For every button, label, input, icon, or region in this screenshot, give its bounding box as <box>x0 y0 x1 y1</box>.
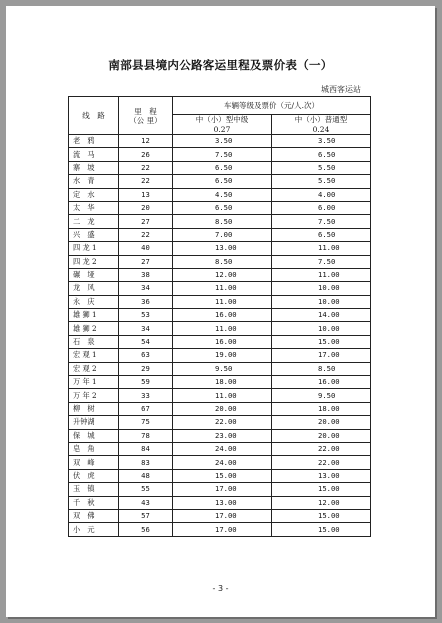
cell-fare-mid: 11.00 <box>173 295 272 308</box>
cell-fare-std: 15.00 <box>272 509 371 522</box>
cell-distance: 40 <box>119 242 173 255</box>
cell-distance: 59 <box>119 376 173 389</box>
cell-fare-std: 14.00 <box>272 309 371 322</box>
header-fare-group: 车辆等级及票价（元/人.次） <box>173 97 371 115</box>
table-row <box>69 389 371 402</box>
table-row <box>69 309 371 322</box>
table-row <box>69 282 371 295</box>
cell-route: 保 城 <box>69 429 119 442</box>
cell-fare-std: 6.50 <box>272 148 371 161</box>
cell-route: 流 马 <box>69 148 119 161</box>
cell-route: 千 秋 <box>69 496 119 509</box>
cell-route: 碾 垭 <box>69 268 119 281</box>
cell-fare-mid: 23.00 <box>173 429 272 442</box>
cell-fare-std: 3.50 <box>272 135 371 148</box>
cell-distance: 20 <box>119 201 173 214</box>
cell-fare-mid: 6.50 <box>173 175 272 188</box>
page-number: - 3 - <box>212 584 229 593</box>
cell-fare-std: 7.50 <box>272 215 371 228</box>
table-row <box>69 135 371 148</box>
cell-route: 四 龙 2 <box>69 255 119 268</box>
cell-route: 雄 狮 2 <box>69 322 119 335</box>
cell-distance: 27 <box>119 255 173 268</box>
table-row <box>69 362 371 375</box>
cell-route: 石 泉 <box>69 335 119 348</box>
table-row <box>69 322 371 335</box>
cell-fare-mid: 18.00 <box>173 376 272 389</box>
table-row <box>69 416 371 429</box>
cell-distance: 57 <box>119 509 173 522</box>
cell-distance: 34 <box>119 322 173 335</box>
cell-distance: 55 <box>119 483 173 496</box>
table-row <box>69 161 371 174</box>
header-fare-mid-rate: 0.27 <box>173 125 272 135</box>
table-row <box>69 228 371 241</box>
header-distance-line2: （公 里） <box>129 115 162 125</box>
cell-fare-mid: 22.00 <box>173 416 272 429</box>
cell-fare-mid: 9.50 <box>173 362 272 375</box>
cell-route: 雄 狮 1 <box>69 309 119 322</box>
cell-distance: 12 <box>119 135 173 148</box>
cell-fare-std: 15.00 <box>272 523 371 536</box>
cell-route: 老 鸦 <box>69 135 119 148</box>
table-row <box>69 349 371 362</box>
cell-distance: 43 <box>119 496 173 509</box>
cell-route: 玉 镇 <box>69 483 119 496</box>
header-distance <box>119 97 173 135</box>
cell-route: 宏 观 1 <box>69 349 119 362</box>
cell-route: 伏 虎 <box>69 469 119 482</box>
cell-route: 定 水 <box>69 188 119 201</box>
fare-table <box>68 96 371 537</box>
cell-route: 太 华 <box>69 201 119 214</box>
cell-distance: 53 <box>119 309 173 322</box>
table-row <box>69 469 371 482</box>
cell-route: 水 青 <box>69 175 119 188</box>
cell-distance: 84 <box>119 442 173 455</box>
table-row <box>69 429 371 442</box>
table-row <box>69 295 371 308</box>
cell-distance: 36 <box>119 295 173 308</box>
cell-route: 二 龙 <box>69 215 119 228</box>
table-row <box>69 175 371 188</box>
cell-distance: 26 <box>119 148 173 161</box>
cell-route: 皂 角 <box>69 442 119 455</box>
cell-fare-std: 22.00 <box>272 442 371 455</box>
cell-fare-mid: 6.50 <box>173 201 272 214</box>
cell-fare-mid: 20.00 <box>173 402 272 415</box>
table-row <box>69 496 371 509</box>
cell-fare-std: 11.00 <box>272 242 371 255</box>
cell-route: 四 龙 1 <box>69 242 119 255</box>
cell-distance: 34 <box>119 282 173 295</box>
page-title: 南部县县境内公路客运里程及票价表（一） <box>108 58 333 72</box>
cell-route: 升钟湖 <box>69 416 119 429</box>
table-row <box>69 242 371 255</box>
table-row <box>69 402 371 415</box>
header-fare-std-rate: 0.24 <box>272 125 371 135</box>
cell-distance: 54 <box>119 335 173 348</box>
cell-fare-mid: 24.00 <box>173 442 272 455</box>
cell-fare-std: 13.00 <box>272 469 371 482</box>
cell-fare-std: 12.00 <box>272 496 371 509</box>
cell-fare-std: 6.50 <box>272 228 371 241</box>
cell-fare-std: 15.00 <box>272 335 371 348</box>
table-row <box>69 442 371 455</box>
cell-distance: 48 <box>119 469 173 482</box>
cell-fare-std: 9.50 <box>272 389 371 402</box>
station-name: 城西客运站 <box>321 85 361 94</box>
cell-route: 宏 观 2 <box>69 362 119 375</box>
cell-fare-mid: 11.00 <box>173 389 272 402</box>
cell-fare-std: 7.50 <box>272 255 371 268</box>
cell-fare-mid: 6.50 <box>173 161 272 174</box>
cell-fare-std: 11.00 <box>272 268 371 281</box>
cell-fare-std: 18.00 <box>272 402 371 415</box>
cell-fare-std: 20.00 <box>272 429 371 442</box>
cell-distance: 63 <box>119 349 173 362</box>
cell-fare-mid: 11.00 <box>173 322 272 335</box>
cell-route: 万 年 2 <box>69 389 119 402</box>
cell-fare-mid: 16.00 <box>173 309 272 322</box>
cell-fare-std: 20.00 <box>272 416 371 429</box>
cell-fare-mid: 19.00 <box>173 349 272 362</box>
table-row <box>69 188 371 201</box>
cell-distance: 38 <box>119 268 173 281</box>
table-row <box>69 509 371 522</box>
table-row <box>69 215 371 228</box>
cell-distance: 22 <box>119 161 173 174</box>
cell-fare-std: 8.50 <box>272 362 371 375</box>
cell-fare-mid: 4.50 <box>173 188 272 201</box>
cell-fare-mid: 7.50 <box>173 148 272 161</box>
cell-fare-mid: 11.00 <box>173 282 272 295</box>
cell-fare-std: 10.00 <box>272 322 371 335</box>
cell-route: 双 峰 <box>69 456 119 469</box>
cell-distance: 83 <box>119 456 173 469</box>
cell-route: 兴 盛 <box>69 228 119 241</box>
cell-distance: 56 <box>119 523 173 536</box>
cell-distance: 13 <box>119 188 173 201</box>
table-row <box>69 255 371 268</box>
cell-route: 龙 风 <box>69 282 119 295</box>
table-row <box>69 523 371 536</box>
cell-distance: 33 <box>119 389 173 402</box>
document-page <box>6 6 435 617</box>
cell-distance: 29 <box>119 362 173 375</box>
cell-fare-std: 4.00 <box>272 188 371 201</box>
cell-fare-std: 16.00 <box>272 376 371 389</box>
cell-fare-std: 10.00 <box>272 295 371 308</box>
cell-fare-mid: 3.50 <box>173 135 272 148</box>
table-row <box>69 268 371 281</box>
cell-fare-mid: 17.00 <box>173 523 272 536</box>
table-row <box>69 148 371 161</box>
cell-distance: 67 <box>119 402 173 415</box>
table-row <box>69 335 371 348</box>
cell-fare-mid: 12.00 <box>173 268 272 281</box>
cell-route: 双 佛 <box>69 509 119 522</box>
cell-fare-mid: 17.00 <box>173 509 272 522</box>
cell-route: 永 庆 <box>69 295 119 308</box>
cell-fare-mid: 13.00 <box>173 496 272 509</box>
cell-distance: 22 <box>119 175 173 188</box>
cell-distance: 78 <box>119 429 173 442</box>
cell-fare-std: 10.00 <box>272 282 371 295</box>
cell-fare-mid: 13.00 <box>173 242 272 255</box>
table-row <box>69 201 371 214</box>
cell-distance: 27 <box>119 215 173 228</box>
cell-fare-std: 17.00 <box>272 349 371 362</box>
cell-route: 寨 坡 <box>69 161 119 174</box>
cell-fare-std: 22.00 <box>272 456 371 469</box>
cell-fare-std: 5.50 <box>272 175 371 188</box>
cell-route: 万 年 1 <box>69 376 119 389</box>
cell-route: 柳 树 <box>69 402 119 415</box>
cell-fare-std: 5.50 <box>272 161 371 174</box>
table-row <box>69 376 371 389</box>
cell-fare-mid: 17.00 <box>173 483 272 496</box>
header-fare-std-class: 中（小）普通型 <box>272 115 371 125</box>
cell-fare-mid: 24.00 <box>173 456 272 469</box>
header-fare-mid-class: 中（小）型中级 <box>173 115 272 125</box>
cell-fare-mid: 7.00 <box>173 228 272 241</box>
cell-distance: 75 <box>119 416 173 429</box>
cell-fare-mid: 8.50 <box>173 215 272 228</box>
table-row <box>69 483 371 496</box>
cell-distance: 22 <box>119 228 173 241</box>
table-row <box>69 456 371 469</box>
cell-fare-mid: 8.50 <box>173 255 272 268</box>
cell-fare-mid: 16.00 <box>173 335 272 348</box>
header-distance-line1: 里 程 <box>134 106 157 116</box>
cell-fare-std: 6.00 <box>272 201 371 214</box>
cell-fare-mid: 15.00 <box>173 469 272 482</box>
cell-route: 小 元 <box>69 523 119 536</box>
cell-fare-std: 15.00 <box>272 483 371 496</box>
header-route: 线 路 <box>69 97 119 135</box>
